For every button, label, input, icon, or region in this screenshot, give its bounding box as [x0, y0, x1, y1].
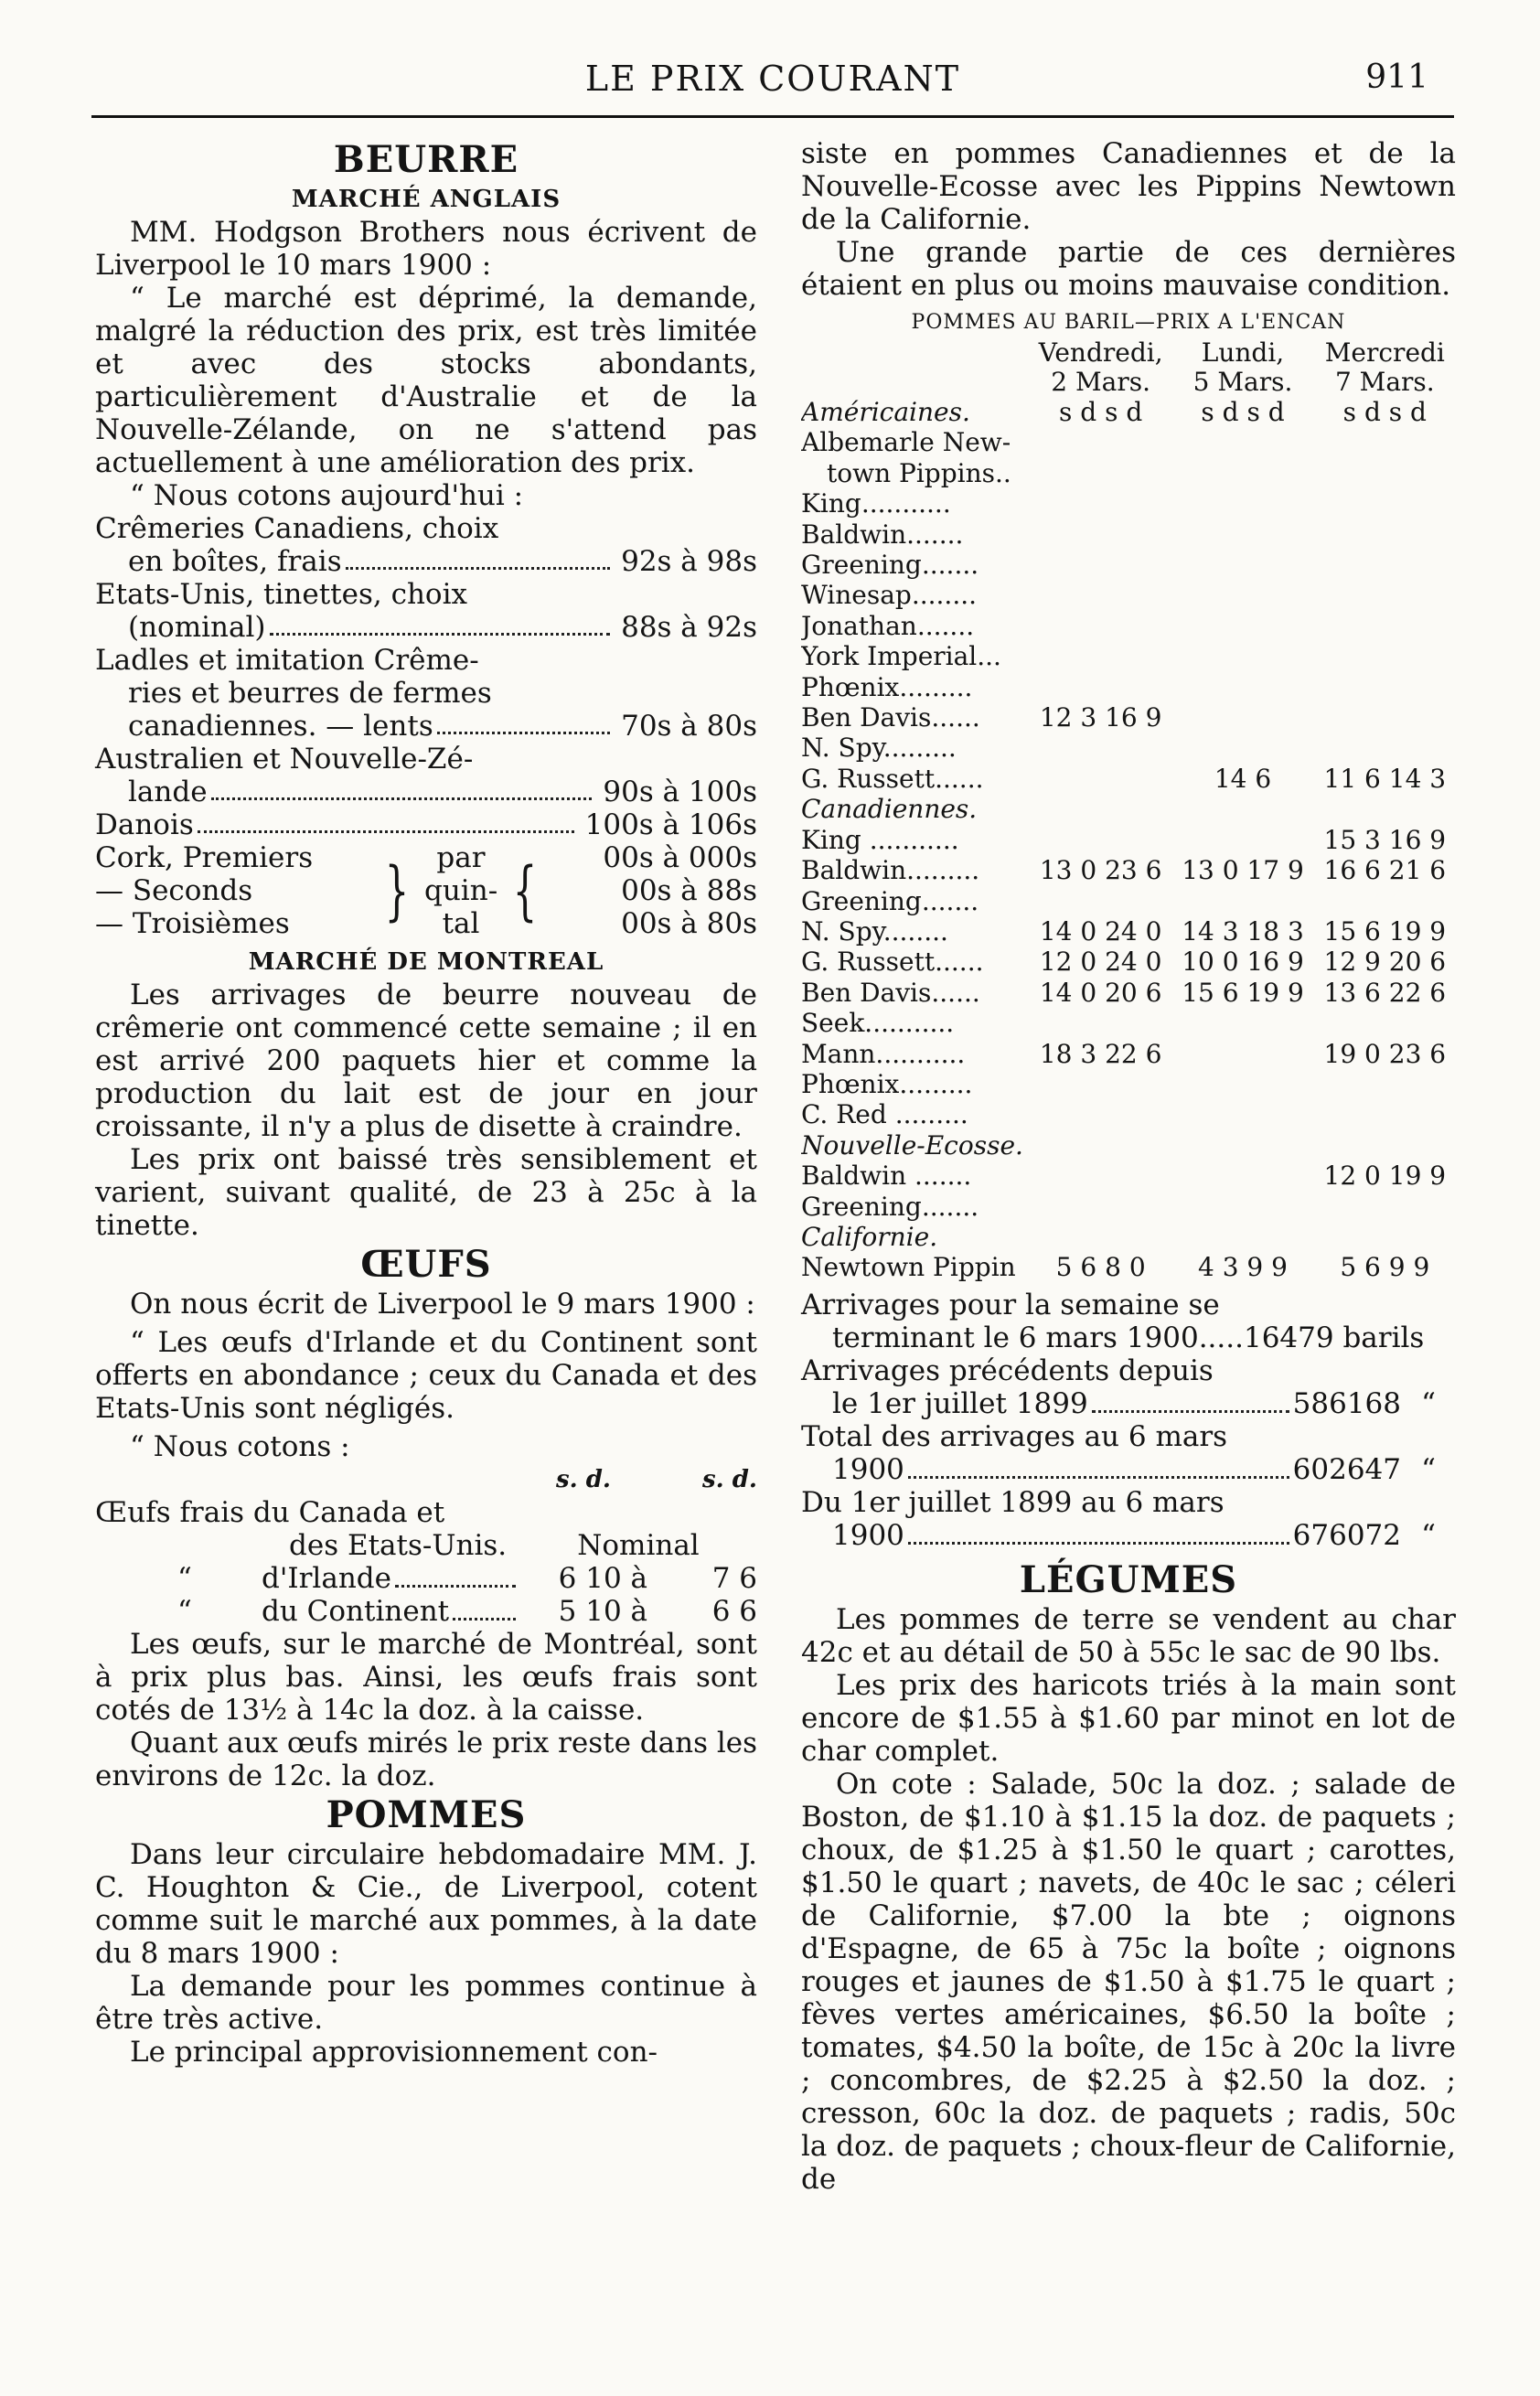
table-row-label: Baldwin.........: [801, 855, 980, 886]
table-row-label: Ben Davis......: [801, 977, 980, 1008]
beurre-price-item: [95, 512, 757, 578]
table-cell: [1314, 1008, 1456, 1038]
cork-word: par: [436, 841, 486, 874]
table-cell: 19 0 23 6: [1323, 1038, 1447, 1069]
table-cell: [1030, 519, 1171, 550]
arrivages-label: Total des arrivages au 6 mars: [801, 1419, 1228, 1453]
table-cell: [1030, 1069, 1171, 1099]
oeufs-nous-cotons: “ Nous cotons :: [130, 1430, 350, 1463]
table-cell: [1171, 1130, 1313, 1161]
table-cell: [1314, 1222, 1456, 1252]
table-section-label: Nouvelle-Ecosse.: [801, 1129, 1023, 1161]
table-row: [801, 672, 1456, 702]
price-label: Etats-Unis, tinettes, choix: [95, 578, 467, 611]
table-cell: 13 6 22 6: [1323, 977, 1447, 1008]
table-row: [801, 641, 1456, 671]
arrivages-label: Arrivages précédents depuis: [801, 1353, 1214, 1387]
table-cell: [1171, 794, 1313, 824]
table-row: [801, 916, 1456, 947]
arrivages-line: le 1er juillet 1899 586168 “: [832, 1386, 1436, 1420]
table-cell: [1314, 550, 1456, 580]
table-row: [801, 978, 1456, 1008]
table-cell: [1314, 488, 1456, 519]
table-cell: [1030, 764, 1171, 794]
pommes-paragraph-cont: siste en pommes Canadiennes et de la Nouvelle-Ecosse avec les Pippins Newtown de la Californie.: [801, 137, 1456, 236]
oeufs-row: “ du Continent 5 10 à 6 6: [177, 1595, 757, 1628]
pommes-paragraph: Une grande partie de ces dernières étaient en plus ou moins mauvaise condition.: [801, 236, 1456, 302]
table-row: [801, 947, 1456, 977]
table-cell: [1171, 1039, 1313, 1069]
table-row: [801, 550, 1456, 580]
table-cell: 12 3 16 9: [1039, 702, 1162, 733]
table-cell: 13 0 17 9: [1182, 855, 1304, 886]
table-cell: [1030, 825, 1171, 855]
table-cell: [1171, 1008, 1313, 1038]
table-cell: 13 0 23 6: [1039, 855, 1162, 886]
table-row-label: King ...........: [801, 824, 959, 855]
price-label: Australien et Nouvelle-Zé-: [95, 743, 474, 775]
price-label-cont: lande: [128, 775, 208, 808]
table-row: [801, 458, 1456, 488]
table-cell: [1171, 519, 1313, 550]
table-row-label: Greening.......: [801, 1191, 979, 1222]
price-label-cont: (nominal): [128, 611, 266, 644]
table-cell: 14 0 24 0: [1039, 915, 1162, 947]
table-cell: [1030, 733, 1171, 763]
oeufs-paragraph: Les œufs, sur le marché de Montréal, sont à prix plus bas. Ainsi, les œufs frais sont cotés de 13½ à 14c la doz. à la caisse.: [95, 1628, 757, 1727]
oeufs-title: ŒUFS: [360, 1243, 492, 1286]
table-cell: [1030, 1008, 1171, 1038]
arrivages-value: 676072: [1292, 1518, 1401, 1552]
table-row: [801, 1039, 1456, 1069]
table-row-label: Winesap........: [801, 580, 978, 611]
table-cell: [1171, 886, 1313, 916]
table-section-label: Canadiennes.: [801, 794, 978, 825]
price-label: Danois: [95, 808, 194, 841]
table-cell: 14 3 18 3: [1182, 915, 1304, 947]
cork-word: tal: [442, 907, 480, 940]
table-cell: [1314, 641, 1456, 671]
table-header-dates: 2 Mars. 5 Mars. 7 Mars.: [1051, 367, 1435, 397]
oeufs-units: s. d. s. d.: [556, 1466, 757, 1493]
page-number: 911: [1365, 59, 1428, 96]
beurre-price-item: [95, 578, 757, 644]
table-row: [801, 1099, 1456, 1129]
cork-prices: [95, 841, 757, 940]
table-cell: [1171, 672, 1313, 702]
table-cell: [1314, 519, 1456, 550]
header-rule: [91, 115, 1454, 118]
table-title: POMMES AU BARIL—PRIX A L'ENCAN: [911, 311, 1346, 334]
cork-label: — Troisièmes: [95, 907, 290, 940]
journal-title: LE PRIX COURANT: [584, 59, 961, 99]
table-section-label: Américaines.: [801, 397, 970, 427]
price-value: 90s à 100s: [603, 775, 757, 808]
table-row: [801, 733, 1456, 763]
arrivages-item: [801, 1486, 1456, 1552]
arrivages-label: Du 1er juillet 1899 au 6 mars: [801, 1485, 1225, 1519]
table-cell: [1314, 672, 1456, 702]
table-row-label: Phœnix.........: [801, 1068, 973, 1099]
oeufs-row: des Etats-Unis. Nominal: [289, 1529, 700, 1562]
table-cell: [1171, 1069, 1313, 1099]
table-cell: [1030, 794, 1171, 824]
table-cell: [1171, 1222, 1313, 1252]
table-row-label: Phœnix.........: [801, 671, 973, 702]
right-column: [801, 137, 1456, 2196]
cork-label: Cork, Premiers: [95, 841, 314, 874]
table-cell: 15 6 19 9: [1182, 977, 1304, 1008]
table-row: [801, 855, 1456, 885]
cork-label: — Seconds: [95, 874, 253, 907]
table-cell: [1030, 458, 1171, 488]
table-row: [801, 580, 1456, 610]
table-cell: [1030, 641, 1171, 671]
table-cell: [1314, 1099, 1456, 1129]
table-row: [801, 519, 1456, 550]
table-cell: [1171, 1099, 1313, 1129]
table-row-label: Mann...........: [801, 1038, 966, 1069]
price-label-cont: ries et beurres de fermes: [128, 677, 492, 710]
table-row-label: Albemarle New-: [801, 427, 1011, 458]
arrivages-item: [801, 1289, 1456, 1354]
table-cell: [1314, 702, 1456, 733]
table-row-label: Ben Davis......: [801, 702, 980, 733]
table-cell: [1171, 733, 1313, 763]
table-row: [801, 611, 1456, 641]
cork-value: 00s à 000s: [603, 841, 757, 874]
table-cell: [1030, 672, 1171, 702]
table-cell: [1030, 1222, 1171, 1252]
price-value: 100s à 106s: [584, 808, 757, 841]
oeufs-paragraph: Quant aux œufs mirés le prix reste dans les environs de 12c. la doz.: [95, 1727, 757, 1792]
table-row: [801, 1161, 1456, 1191]
arrivages-value: 586168: [1292, 1386, 1401, 1420]
page-header: [91, 55, 1454, 106]
arrivages-line: 1900 602647 “: [832, 1452, 1436, 1486]
oeufs-row: “ d'Irlande 6 10 à 7 6: [177, 1562, 757, 1595]
table-cell: [1171, 580, 1313, 610]
marche-anglais-subtitle: MARCHÉ ANGLAIS: [291, 186, 561, 213]
montreal-paragraph: Les arrivages de beurre nouveau de crêmerie ont commencé cette semaine ; il en est arrivé 200 paquets hier et comme la production du lait est de jour en jour croissante, il n'y a plus de disette à craindre.: [95, 979, 757, 1143]
table-cell: 16 6 21 6: [1323, 855, 1447, 886]
table-cell: [1030, 1099, 1171, 1129]
table-row: [801, 488, 1456, 519]
beurre-intro: MM. Hodgson Brothers nous écrivent de Liverpool le 10 mars 1900 :: [95, 216, 757, 282]
table-cell: [1171, 427, 1313, 457]
table-cell: s d s d: [1059, 397, 1143, 427]
table-row-label: Greening.......: [801, 550, 979, 581]
oeufs-intro: On nous écrit de Liverpool le 9 mars 1900 :: [130, 1288, 755, 1321]
legumes-title: LÉGUMES: [1019, 1557, 1238, 1601]
table-cell: 14 0 20 6: [1039, 977, 1162, 1008]
table-section-row: [801, 1222, 1456, 1252]
arrivages-line: 1900 676072 “: [832, 1518, 1436, 1552]
table-cell: [1314, 427, 1456, 457]
left-brace-icon: {: [512, 853, 538, 928]
table-cell: [1314, 458, 1456, 488]
table-cell: [1314, 794, 1456, 824]
table-row: [801, 1252, 1456, 1282]
table-cell: [1030, 427, 1171, 457]
legumes-paragraph: Les prix des haricots triés à la main sont encore de $1.55 à $1.60 par minot en lot de char complet.: [801, 1668, 1456, 1768]
price-label: Crêmeries Canadiens, choix: [95, 512, 499, 545]
table-row: [801, 764, 1456, 794]
table-cell: 18 3 22 6: [1039, 1038, 1162, 1069]
price-value: 92s à 98s: [621, 545, 757, 578]
table-cell: [1314, 886, 1456, 916]
table-row: [801, 427, 1456, 457]
table-row-label: town Pippins..: [827, 457, 1011, 488]
beurre-title: BEURRE: [333, 138, 519, 181]
table-cell: [1314, 1192, 1456, 1222]
table-row-label: G. Russett......: [801, 763, 984, 794]
arrivages-item: [801, 1420, 1456, 1486]
cork-value: 00s à 80s: [621, 907, 757, 940]
table-cell: 10 0 16 9: [1182, 947, 1304, 978]
table-row-label: King...........: [801, 488, 951, 519]
table-row: [801, 702, 1456, 733]
table-section-row: [801, 1130, 1456, 1161]
price-value: 70s à 80s: [621, 710, 757, 743]
table-cell: 4 3 9 9: [1198, 1252, 1288, 1283]
table-cell: 12 0 24 0: [1039, 947, 1162, 978]
table-row: [801, 1069, 1456, 1099]
table-row: [801, 1192, 1456, 1222]
table-cell: 15 6 19 9: [1323, 915, 1447, 947]
table-cell: 12 9 20 6: [1323, 947, 1447, 978]
legumes-paragraph: Les pommes de terre se vendent au char 42c et au détail de 50 à 55c le sac de 90 lbs.: [801, 1602, 1456, 1669]
table-cell: [1314, 611, 1456, 641]
price-label-cont: canadiennes. — lents: [128, 710, 433, 743]
beurre-price-item: [95, 808, 757, 841]
table-cell: [1171, 825, 1313, 855]
arrivages-line: terminant le 6 mars 1900.....16479 barils: [832, 1321, 1425, 1354]
table-cell: [1030, 488, 1171, 519]
apple-price-table: [801, 397, 1456, 1283]
price-label-cont: en boîtes, frais: [128, 545, 342, 578]
table-cell: [1314, 733, 1456, 763]
table-row-label: Seek...........: [801, 1008, 955, 1039]
table-cell: 14 6: [1214, 763, 1272, 794]
table-row: [801, 886, 1456, 916]
price-value: 88s à 92s: [621, 611, 757, 644]
table-row-label: Jonathan.......: [801, 610, 975, 641]
table-cell: [1030, 1161, 1171, 1191]
table-row-label: Baldwin .......: [801, 1161, 972, 1192]
beurre-quote: “ Le marché est déprimé, la demande, malgré la réduction des prix, est très limitée et avec des stocks abondants, particulièrement d'Australie et de la Nouvelle-Zélande, on ne s'attend pas actuellement à une amélioration des prix.: [95, 282, 757, 479]
table-cell: [1314, 1069, 1456, 1099]
table-header-days: Vendredi, Lundi, Mercredi: [1038, 337, 1445, 368]
table-cell: [1030, 1130, 1171, 1161]
cork-value: 00s à 88s: [621, 874, 757, 907]
table-cell: [1030, 1192, 1171, 1222]
cork-word: quin-: [424, 874, 498, 907]
table-cell: s d s d: [1342, 397, 1427, 427]
table-row-label: Baldwin.......: [801, 519, 964, 550]
montreal-paragraph: Les prix ont baissé très sensiblement et varient, suivant qualité, de 23 à 25c à la tinette.: [95, 1143, 757, 1242]
oeufs-row-label: Œufs frais du Canada et: [95, 1496, 445, 1529]
marche-montreal-subtitle: MARCHÉ DE MONTREAL: [248, 948, 604, 976]
table-section-label: Californie.: [801, 1221, 938, 1252]
arrivages-block: [801, 1289, 1456, 1552]
table-cell: [1314, 580, 1456, 610]
table-section-row: [801, 397, 1456, 427]
table-section-row: [801, 794, 1456, 824]
table-cell: [1171, 702, 1313, 733]
table-cell: [1030, 550, 1171, 580]
table-row-label: N. Spy.........: [801, 733, 957, 764]
table-cell: [1314, 1130, 1456, 1161]
beurre-nous-cotons: “ Nous cotons aujourd'hui :: [130, 479, 524, 512]
table-cell: [1171, 458, 1313, 488]
table-cell: 15 3 16 9: [1323, 824, 1447, 855]
table-cell: s d s d: [1201, 397, 1285, 427]
pommes-title: POMMES: [326, 1793, 527, 1836]
table-cell: 5 6 9 9: [1340, 1252, 1430, 1283]
pommes-paragraph: La demande pour les pommes continue à être très active.: [95, 1970, 757, 2036]
pommes-paragraph: Dans leur circulaire hebdomadaire MM. J. C. Houghton & Cie., de Liverpool, cotent comme suit le marché aux pommes, à la date du 8 mars 1900 :: [95, 1838, 757, 1970]
table-cell: 5 6 8 0: [1055, 1252, 1146, 1283]
table-row-label: York Imperial...: [801, 641, 1001, 672]
table-cell: [1171, 641, 1313, 671]
table-row: [801, 825, 1456, 855]
table-row-label: Greening.......: [801, 885, 979, 916]
legumes-paragraph: On cote : Salade, 50c la doz. ; salade de Boston, de $1.10 à $1.15 la doz. de paquets ; choux, de $1.25 à $1.50 le quart ; carottes, $1.50 le quart ; navets, de 40c le sac ; céleri de Californie, $7.00 la bte ; oignons d'Espagne, de 65 à 75c la boîte ; oignons rouges et jaunes de $1.50 à $1.75 le quart ; fèves vertes américaines, $6.50 la boîte ; tomates, $4.50 la boîte, de 15c à 20c la livre ; concombres, de $2.25 à $2.50 la doz. ; cresson, 60c la doz. de paquets ; radis, 50c la doz. de paquets ; choux-fleur de Californie, de: [801, 1767, 1456, 2196]
table-cell: [1030, 580, 1171, 610]
table-row-label: Newtown Pippin: [801, 1252, 1016, 1283]
oeufs-quote: “ Les œufs d'Irlande et du Continent sont offerts en abondance ; ceux du Canada et des Etats-Unis sont négligés.: [95, 1326, 757, 1425]
left-column: [95, 137, 757, 2069]
table-cell: [1171, 488, 1313, 519]
arrivages-label: Arrivages pour la semaine se: [801, 1288, 1220, 1321]
right-brace-icon: }: [384, 853, 410, 928]
table-row-label: C. Red .........: [801, 1099, 968, 1130]
table-cell: [1171, 1192, 1313, 1222]
pommes-paragraph: Le principal approvisionnement con-: [130, 2036, 658, 2069]
table-cell: [1171, 1161, 1313, 1191]
arrivages-item: [801, 1354, 1456, 1420]
table-cell: 11 6 14 3: [1323, 763, 1447, 794]
table-cell: 12 0 19 9: [1323, 1161, 1447, 1192]
table-row: [801, 1008, 1456, 1038]
beurre-price-item: [95, 644, 757, 743]
arrivages-value: 602647: [1292, 1452, 1401, 1486]
table-cell: [1030, 886, 1171, 916]
price-label: Ladles et imitation Crême-: [95, 644, 479, 677]
table-cell: [1030, 611, 1171, 641]
table-row-label: G. Russett......: [801, 947, 984, 978]
table-row-label: N. Spy........: [801, 915, 948, 947]
beurre-price-item: [95, 743, 757, 808]
table-cell: [1171, 550, 1313, 580]
table-cell: [1171, 611, 1313, 641]
